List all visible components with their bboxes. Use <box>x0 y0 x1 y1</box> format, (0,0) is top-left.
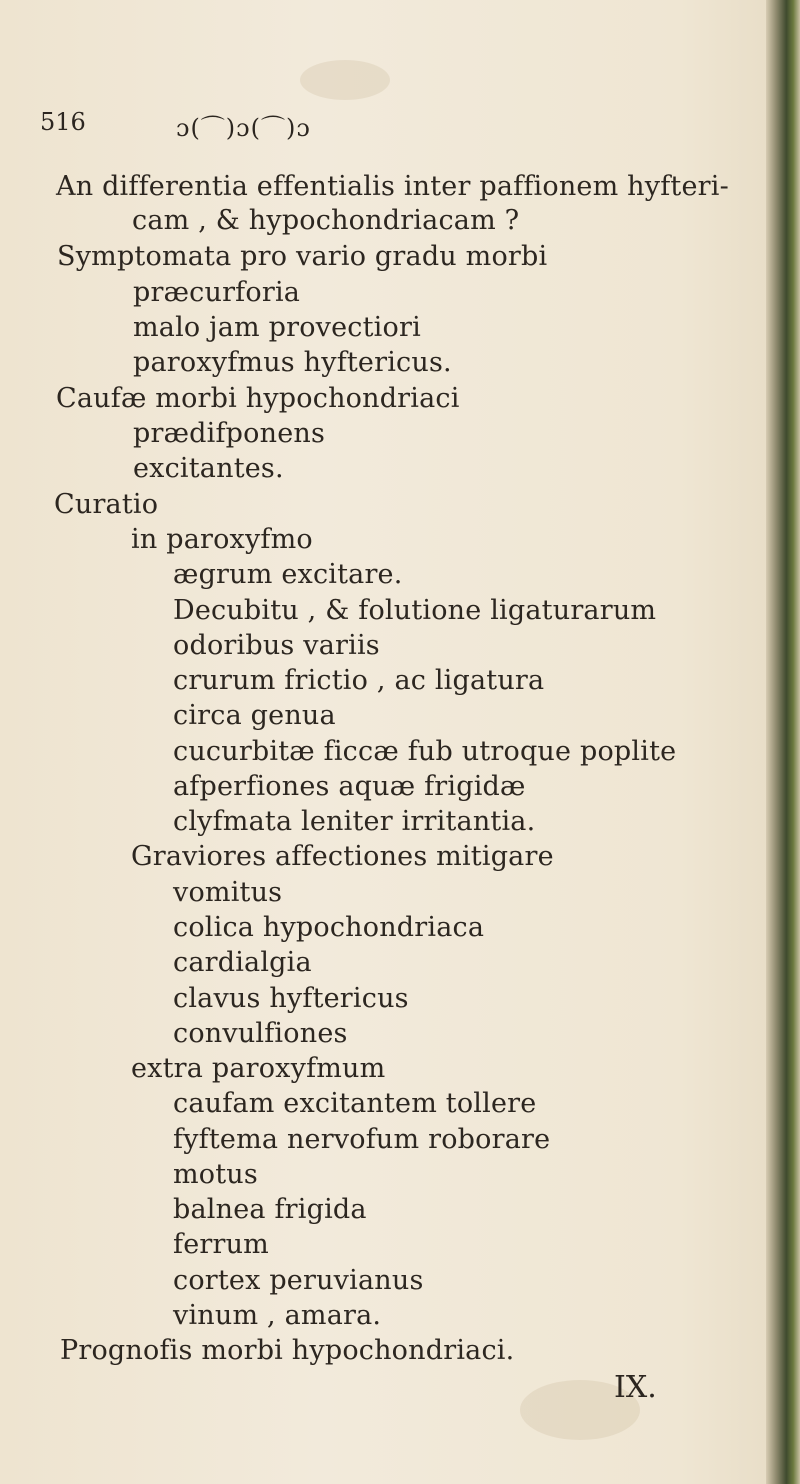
text-line: odoribus variis <box>173 630 380 661</box>
text-line: malo jam provectiori <box>133 312 421 343</box>
text-line: cortex peruvianus <box>173 1265 424 1296</box>
text-line: Graviores affectiones mitigare <box>131 841 554 872</box>
text-line: vomitus <box>173 877 283 908</box>
text-line: excitantes. <box>133 453 284 484</box>
text-line: balnea frigida <box>173 1194 367 1225</box>
text-line: ferrum <box>173 1229 269 1260</box>
text-line: cam , & hypochondriacam ? <box>132 205 520 236</box>
text-line: præcurforia <box>133 277 301 308</box>
page-number: 516 <box>40 108 86 136</box>
text-line: extra paroxyfmum <box>131 1053 386 1084</box>
header-ornament: ɔ(⌒)ɔ(⌒)ɔ <box>176 114 311 142</box>
text-line: convulfiones <box>173 1018 348 1049</box>
text-line: paroxyfmus hyftericus. <box>133 347 452 378</box>
text-line: Prognofis morbi hypochondriaci. <box>60 1335 515 1366</box>
text-line: An differentia effentialis inter paffionem hyfteri- <box>56 171 729 202</box>
text-line: Curatio <box>54 489 159 520</box>
catchword: IX. <box>614 1370 657 1405</box>
text-line: cardialgia <box>173 947 312 978</box>
text-line: clavus hyftericus <box>173 983 409 1014</box>
text-line: ægrum excitare. <box>173 559 403 590</box>
text-line: fyftema nervofum roborare <box>173 1124 551 1155</box>
text-line: cucurbitæ ficcæ fub utroque poplite <box>173 736 677 767</box>
text-line: vinum , amara. <box>173 1300 382 1331</box>
text-line: Caufæ morbi hypochondriaci <box>56 383 460 414</box>
text-line: in paroxyfmo <box>131 524 313 555</box>
text-line: Symptomata pro vario gradu morbi <box>57 241 548 272</box>
text-line: prædifponens <box>133 418 326 449</box>
text-line: caufam excitantem tollere <box>173 1088 537 1119</box>
text-line: circa genua <box>173 700 336 731</box>
text-line: colica hypochondriaca <box>173 912 485 943</box>
book-binding-edge <box>766 0 800 1484</box>
text-line: motus <box>173 1159 258 1190</box>
text-line: afperfiones aquæ frigidæ <box>173 771 526 802</box>
text-line: crurum frictio , ac ligatura <box>173 665 545 696</box>
text-line: Decubitu , & folutione ligaturarum <box>173 595 657 626</box>
paper-stain <box>300 60 390 100</box>
text-line: clyfmata leniter irritantia. <box>173 806 536 837</box>
